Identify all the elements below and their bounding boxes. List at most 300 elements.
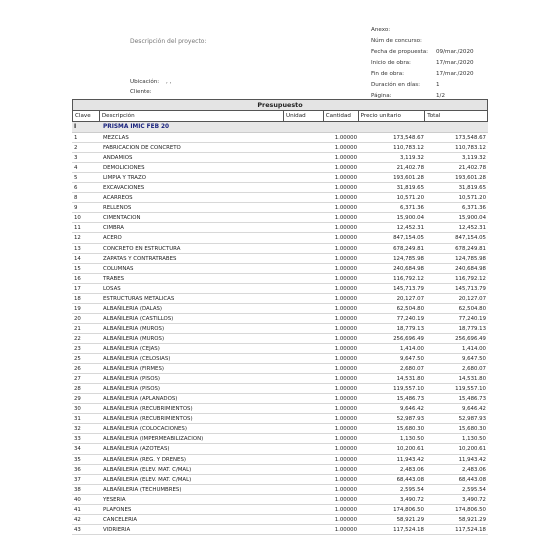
row-unidad [284,193,324,202]
row-cantidad: 1.00000 [334,356,357,363]
row-description: ESTRUCTURAS METALICAS [103,295,175,302]
row-description: ALBAÑILERIA (APLANADOS) [103,396,178,403]
row-unidad [284,294,324,303]
table-row [72,314,488,324]
row-precio: 678,249.81 [393,245,424,252]
cliente-label: Cliente: [130,89,152,95]
meta-row [371,27,491,38]
row-precio: 3,490.72 [399,496,424,503]
row-cantidad: 1.00000 [334,476,357,483]
row-cantidad: 1.00000 [334,175,357,182]
meta-label: Fecha de propuesta: [371,49,429,55]
table-row [72,354,488,364]
row-cantidad: 1.00000 [334,145,357,152]
row-total: 9,646.42 [461,406,486,413]
row-clave: 31 [74,416,81,423]
row-total: 3,119.32 [461,155,486,162]
row-total: 145,713.79 [455,285,486,292]
meta-row [371,60,491,71]
row-total: 10,571.20 [458,195,486,202]
budget-table [72,99,488,535]
meta-row [371,38,491,49]
row-precio: 173,548.67 [393,135,424,141]
row-description: YESERIA [103,496,126,503]
row-cantidad: 1.00000 [334,345,357,352]
meta-value: 17/mar./2020 [436,71,474,77]
row-precio: 14,531.80 [396,376,424,383]
row-precio: 62,504.80 [396,305,424,312]
row-clave: 6 [74,185,78,192]
row-cantidad: 1.00000 [334,185,357,192]
row-unidad [284,254,324,263]
row-unidad [284,274,324,283]
row-cantidad: 1.00000 [334,325,357,332]
row-total: 256,696.49 [455,335,486,342]
row-unidad [284,143,324,152]
row-clave: 22 [74,335,81,342]
meta-row [371,82,491,93]
row-precio: 256,696.49 [393,335,424,342]
table-row [72,485,488,495]
ubicacion-value: , , [166,79,172,85]
row-total: 14,531.80 [458,376,486,383]
row-cantidad: 1.00000 [334,366,357,373]
row-description: ALBAÑILERIA (COLOCACIONES) [103,426,187,433]
row-clave: 10 [74,215,81,222]
row-total: 10,200.61 [458,446,486,453]
row-unidad [284,404,324,413]
table-row [72,254,488,264]
row-description: RELLENOS [103,205,132,212]
row-cantidad: 1.00000 [334,195,357,202]
row-unidad [284,475,324,484]
meta-label: Página: [371,93,392,99]
row-clave: 38 [74,486,81,493]
row-description: TRABES [103,275,125,282]
row-precio: 18,779.13 [396,325,424,332]
row-description: ANDAMIOS [103,155,133,162]
row-clave: 30 [74,406,81,413]
meta-label: Fin de obra: [371,71,405,77]
row-clave: 3 [74,155,78,162]
row-clave: 18 [74,295,81,302]
table-row [72,344,488,354]
row-total: 117,524.18 [455,526,486,533]
row-precio: 58,921.29 [396,516,424,523]
row-cantidad: 1.00000 [334,506,357,513]
group-clave: I [74,124,77,130]
row-description: ALBAÑILERIA (ELEV. MAT. C/MAL) [103,476,192,483]
row-description: ALBAÑILERIA (TECHUMBRES) [103,486,182,493]
table-row [72,244,488,254]
row-total: 6,371.36 [461,205,486,212]
table-row [72,334,488,344]
row-cantidad: 1.00000 [334,225,357,232]
row-precio: 2,595.54 [399,486,424,493]
meta-label: Anexo: [371,27,391,33]
row-description: ALBAÑILERIA (IMPERMEABILIZACION) [103,436,204,443]
row-unidad [284,505,324,514]
row-cantidad: 1.00000 [334,376,357,383]
row-precio: 68,443.08 [396,476,424,483]
row-unidad [284,465,324,474]
table-row [72,434,488,444]
table-row [72,525,488,535]
table-row [72,455,488,465]
meta-value: 17/mar./2020 [436,60,474,66]
row-description: EXCAVACIONES [103,185,145,192]
row-unidad [284,495,324,504]
row-total: 110,783.12 [455,145,486,152]
row-description: FABRICACION DE CONCRETO [103,145,181,152]
row-cantidad: 1.00000 [334,255,357,262]
table-row [72,364,488,374]
row-cantidad: 1.00000 [334,315,357,322]
row-description: ALBAÑILERIA (REG. Y DRENES) [103,456,186,463]
row-precio: 15,900.04 [396,215,424,222]
row-unidad [284,394,324,403]
row-total: 15,680.30 [458,426,486,433]
row-clave: 17 [74,285,81,292]
row-description: LOSAS [103,285,121,292]
row-cantidad: 1.00000 [334,436,357,443]
row-description: ALBAÑILERIA (CEJAS) [103,345,160,352]
row-precio: 117,524.18 [393,526,424,533]
row-unidad [284,344,324,353]
row-clave: 28 [74,386,81,393]
row-cantidad: 1.00000 [334,155,357,162]
table-row [72,284,488,294]
row-clave: 9 [74,205,78,212]
row-clave: 32 [74,426,81,433]
table-row [72,203,488,213]
row-total: 18,779.13 [458,325,486,332]
row-description: ALBAÑILERIA (DALAS) [103,305,163,312]
row-description: VIDRIERIA [103,526,131,533]
row-cantidad: 1.00000 [334,285,357,292]
row-cantidad: 1.00000 [334,215,357,222]
row-description: ACARREOS [103,195,133,202]
row-cantidad: 1.00000 [334,456,357,463]
row-total: 2,595.54 [461,486,486,493]
row-unidad [284,183,324,192]
row-total: 1,414.00 [461,345,486,352]
row-total: 3,490.72 [461,496,486,503]
table-row [72,233,488,243]
table-row [72,424,488,434]
row-description: ZAPATAS Y CONTRATRABES [103,255,177,262]
row-unidad [284,424,324,433]
row-precio: 116,792.12 [393,275,424,282]
col-header-total: Total [427,113,441,119]
row-total: 193,601.28 [455,175,486,182]
row-precio: 21,402.78 [396,165,424,172]
row-unidad [284,213,324,222]
row-unidad [284,374,324,383]
table-row [72,223,488,233]
table-row [72,193,488,203]
row-cantidad: 1.00000 [334,245,357,252]
row-total: 847,154.05 [455,235,486,242]
col-header-precio: Precio unitario [359,111,426,121]
table-row [72,384,488,394]
row-clave: 12 [74,235,81,242]
row-clave: 2 [74,145,78,152]
row-clave: 27 [74,376,81,383]
table-row [72,173,488,183]
row-clave: 11 [74,225,81,232]
row-unidad [284,173,324,182]
table-row [72,404,488,414]
row-cantidad: 1.00000 [334,486,357,493]
row-unidad [284,455,324,464]
row-precio: 145,713.79 [393,285,424,292]
col-header-cantidad: Cantidad [324,111,359,121]
table-row [72,495,488,505]
project-meta-block [371,27,491,104]
row-precio: 174,806.50 [393,506,424,513]
row-precio: 240,684.98 [393,265,424,272]
row-precio: 20,127.07 [396,295,424,302]
row-total: 31,819.65 [458,185,486,192]
row-clave: 13 [74,245,81,252]
row-precio: 9,647.50 [399,356,424,363]
row-description: ALBAÑILERIA (CASTILLOS) [103,315,174,322]
meta-label: Núm de concurso: [371,38,422,44]
row-unidad [284,364,324,373]
row-description: COLUMNAS [103,265,134,272]
table-row [72,294,488,304]
row-total: 124,785.98 [455,255,486,262]
table-row [72,475,488,485]
row-clave: 37 [74,476,81,483]
row-precio: 3,119.32 [399,155,424,162]
row-cantidad: 1.00000 [334,386,357,393]
col-header-clave: Clave [73,111,100,121]
table-row [72,133,488,143]
row-clave: 20 [74,315,81,322]
row-precio: 124,785.98 [393,255,424,262]
row-description: ALBAÑILERIA (RECUBRIMIENTOS) [103,416,193,423]
meta-value: 1/2 [436,93,446,99]
row-cantidad: 1.00000 [334,416,357,423]
row-cantidad: 1.00000 [334,265,357,272]
row-precio: 1,130.50 [399,436,424,443]
row-description: CIMBRA [103,225,124,232]
row-description: ALBAÑILERIA (MUROS) [103,325,165,332]
row-description: CIMENTACION [103,215,141,222]
row-precio: 31,819.65 [396,185,424,192]
meta-label: Inicio de obra: [371,60,411,66]
table-header-row [72,110,488,122]
row-unidad [284,244,324,253]
row-cantidad: 1.00000 [334,135,357,141]
row-clave: 29 [74,396,81,403]
row-total: 12,452.31 [458,225,486,232]
row-total: 21,402.78 [458,165,486,172]
row-total: 9,647.50 [461,356,486,363]
row-clave: 14 [74,255,81,262]
table-row [72,264,488,274]
table-row [72,213,488,223]
row-clave: 25 [74,356,81,363]
row-clave: 41 [74,506,81,513]
row-unidad [284,304,324,313]
table-row [72,274,488,284]
row-precio: 2,483.06 [399,466,424,473]
row-precio: 10,571.20 [396,195,424,202]
row-description: CANCELERIA [103,516,138,523]
row-description: MEZCLAS [103,135,129,141]
row-precio: 193,601.28 [393,175,424,182]
row-clave: 35 [74,456,81,463]
table-row [72,304,488,314]
row-unidad [284,434,324,443]
row-unidad [284,284,324,293]
table-row [72,465,488,475]
project-description-label: Descripción del proyecto: [130,38,207,45]
row-clave: 8 [74,195,78,202]
row-description: LIMPIA Y TRAZO [103,175,146,182]
row-total: 15,900.04 [458,215,486,222]
row-precio: 6,371.36 [399,205,424,212]
row-total: 2,483.06 [461,466,486,473]
row-clave: 34 [74,446,81,453]
row-cantidad: 1.00000 [334,235,357,242]
row-total: 174,806.50 [455,506,486,513]
row-cantidad: 1.00000 [334,205,357,212]
row-description: ALBAÑILERIA (CELOSIAS) [103,356,171,363]
col-header-descripcion: Descripción [100,111,284,121]
row-unidad [284,515,324,524]
table-body [72,133,488,535]
row-total: 116,792.12 [455,275,486,282]
col-header-unidad: Unidad [284,111,324,121]
row-precio: 9,646.42 [399,406,424,413]
row-clave: 4 [74,165,78,172]
table-row [72,394,488,404]
row-unidad [284,485,324,494]
row-total: 678,249.81 [455,245,486,252]
row-cantidad: 1.00000 [334,305,357,312]
row-precio: 10,200.61 [396,446,424,453]
meta-value: 1 [436,82,440,88]
row-cantidad: 1.00000 [334,426,357,433]
table-row [72,153,488,163]
row-total: 52,987.93 [458,416,486,423]
row-precio: 12,452.31 [396,225,424,232]
table-row [72,163,488,173]
table-row [72,515,488,525]
row-total: 2,680.07 [461,366,486,373]
row-precio: 52,987.93 [396,416,424,423]
row-unidad [284,414,324,423]
row-total: 68,443.08 [458,476,486,483]
meta-value: 09/mar./2020 [436,49,474,55]
group-description: PRISMA IMIC FEB 20 [103,124,170,130]
row-unidad [284,153,324,162]
row-description: ACERO [103,235,122,242]
row-unidad [284,264,324,273]
row-description: CONCRETO EN ESTRUCTURA [103,245,181,252]
row-clave: 26 [74,366,81,373]
row-total: 11,943.42 [458,456,486,463]
group-row [72,122,488,133]
row-precio: 1,414.00 [399,345,424,352]
row-precio: 77,240.19 [396,315,424,322]
row-total: 15,486.73 [458,396,486,403]
row-total: 62,504.80 [458,305,486,312]
row-description: ALBAÑILERIA (PISOS) [103,376,160,383]
row-cantidad: 1.00000 [334,165,357,172]
row-unidad [284,384,324,393]
row-unidad [284,163,324,172]
row-clave: 36 [74,466,81,473]
row-total: 119,557.10 [455,386,486,393]
row-clave: 40 [74,496,81,503]
row-total: 77,240.19 [458,315,486,322]
row-unidad [284,314,324,323]
row-cantidad: 1.00000 [334,295,357,302]
meta-row [371,71,491,82]
row-clave: 43 [74,526,81,533]
table-title: Presupuesto [72,99,488,110]
row-clave: 42 [74,516,81,523]
row-clave: 33 [74,436,81,443]
row-cantidad: 1.00000 [334,496,357,503]
row-description: PLAFONES [103,506,132,513]
row-clave: 15 [74,265,81,272]
row-unidad [284,334,324,343]
table-row [72,324,488,334]
row-precio: 119,557.10 [393,386,424,393]
row-unidad [284,444,324,453]
row-unidad [284,223,324,232]
table-row [72,414,488,424]
row-unidad [284,525,324,534]
row-cantidad: 1.00000 [334,466,357,473]
row-description: ALBAÑILERIA (RECUBRIMIENTOS) [103,406,193,413]
row-cantidad: 1.00000 [334,526,357,533]
meta-row [371,49,491,60]
row-description: ALBAÑILERIA (AZOTEAS) [103,446,170,453]
row-cantidad: 1.00000 [334,406,357,413]
row-precio: 847,154.05 [393,235,424,242]
row-precio: 110,783.12 [393,145,424,152]
row-description: ALBAÑILERIA (MUROS) [103,335,165,342]
row-description: ALBAÑILERIA (FIRMES) [103,366,164,373]
row-clave: 21 [74,325,81,332]
table-row [72,444,488,454]
row-description: ALBAÑILERIA (ELEV. MAT. C/MAL) [103,466,192,473]
ubicacion-label: Ubicación: [130,79,160,85]
row-precio: 11,943.42 [396,456,424,463]
row-clave: 23 [74,345,81,352]
row-total: 173,548.67 [455,135,486,141]
row-clave: 1 [74,135,78,141]
meta-label: Duración en días: [371,82,421,88]
row-description: DEMOLICIONES [103,165,145,172]
row-total: 240,684.98 [455,265,486,272]
row-total: 58,921.29 [458,516,486,523]
row-cantidad: 1.00000 [334,446,357,453]
table-row [72,143,488,153]
table-row [72,505,488,515]
table-row [72,183,488,193]
row-unidad [284,233,324,242]
row-precio: 15,486.73 [396,396,424,403]
row-description: ALBAÑILERIA (PISOS) [103,386,160,393]
